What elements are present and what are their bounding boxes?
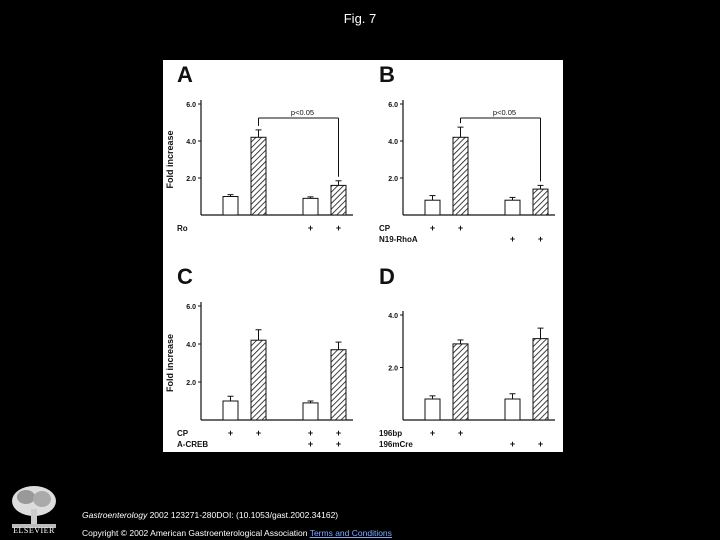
panel-c-ytick-label-1: 4.0 xyxy=(186,342,196,349)
journal-name: Gastroenterology xyxy=(82,510,148,520)
panel-d-ytick-label-0: 4.0 xyxy=(388,313,398,320)
panel-b-row-2-mark-3: + xyxy=(509,234,516,244)
panel-c-row-2-mark-4: + xyxy=(335,439,342,449)
panel-b-bar-4 xyxy=(533,189,548,215)
copyright-text: Copyright © 2002 American Gastroenterological Association xyxy=(82,528,310,538)
panel-c-row-label-2: A-CREB xyxy=(177,440,209,449)
panel-d-row-label-2: 196mCre xyxy=(379,440,413,449)
panel-c-row-1-mark-4: + xyxy=(335,428,342,438)
panel-c-row-1-mark-3: + xyxy=(307,428,314,438)
panel-a-row-1-mark-3: + xyxy=(307,223,314,233)
panel-a-letter: A xyxy=(177,62,193,87)
panel-c-row-1-mark-1: + xyxy=(227,428,234,438)
panel-a-ytick-label-0: 6.0 xyxy=(186,102,196,109)
panel-a-bar-3 xyxy=(303,198,318,215)
panel-a-row-1-mark-4: + xyxy=(335,223,342,233)
panel-c-row-2-mark-3: + xyxy=(307,439,314,449)
panel-d-row-1-mark-2: + xyxy=(457,428,464,438)
panel-b-row-1-mark-2: + xyxy=(457,223,464,233)
citation-details: 2002 123271-280DOI: (10.1053/gast.2002.34162) xyxy=(147,510,339,520)
panel-b-bar-3 xyxy=(505,200,520,215)
panel-d-bar-1 xyxy=(425,399,440,420)
copyright-line xyxy=(82,528,392,538)
panel-d-row-1-mark-1: + xyxy=(429,428,436,438)
panel-d-bar-3 xyxy=(505,399,520,420)
panel-c-bar-3 xyxy=(303,403,318,420)
panel-c-bar-4 xyxy=(331,350,346,420)
panel-d-row-2-mark-3: + xyxy=(509,439,516,449)
elsevier-logo-text: ELSEVIER xyxy=(13,526,55,535)
panel-c-letter: C xyxy=(177,264,193,289)
panel-a-bar-1 xyxy=(223,197,238,216)
panel-c-ytick-label-2: 2.0 xyxy=(186,380,196,387)
panel-b-bar-2 xyxy=(453,137,468,215)
panel-c-bar-2 xyxy=(251,340,266,420)
panel-d-letter: D xyxy=(379,264,395,289)
panel-c-row-1-mark-2: + xyxy=(255,428,262,438)
panel-a-bar-4 xyxy=(331,185,346,215)
panel-b-row-1-mark-1: + xyxy=(429,223,436,233)
panel-d-ytick-label-1: 2.0 xyxy=(388,365,398,373)
page-title: Fig. 7 xyxy=(343,11,377,26)
panel-a-bar-2 xyxy=(251,137,266,215)
panel-b-pvalue-label: p<0.05 xyxy=(492,108,517,117)
panel-c-ytick-label-0: 6.0 xyxy=(186,304,196,311)
panel-a-pvalue-label: p<0.05 xyxy=(290,108,315,117)
panel-b-row-2-mark-4: + xyxy=(537,234,544,244)
panel-a-ytick-label-1: 4.0 xyxy=(186,139,196,146)
citation-line xyxy=(82,510,338,520)
panel-a-ylabel: Fold increase xyxy=(165,130,175,189)
terms-and-conditions-link[interactable]: Terms and Conditions xyxy=(309,528,392,538)
panel-c-row-label-1: CP xyxy=(177,429,189,438)
panel-d-bar-4 xyxy=(533,339,548,420)
panel-d-row-2-mark-4: + xyxy=(537,439,544,449)
panel-b-row-label-1: CP xyxy=(379,224,391,233)
panel-b-ytick-label-1: 4.0 xyxy=(388,139,398,146)
panel-b-ytick-label-0: 6.0 xyxy=(388,102,398,109)
figure-panel xyxy=(163,60,563,452)
panel-c-bar-1 xyxy=(223,401,238,420)
panel-d-row-label-1: 196bp xyxy=(379,429,403,438)
panel-b-bar-1 xyxy=(425,200,440,215)
panel-b-row-label-2: N19-RhoA xyxy=(379,235,418,244)
panel-b-letter: B xyxy=(379,62,395,87)
figure-svg xyxy=(163,60,563,452)
panel-a-ytick-label-2: 2.0 xyxy=(186,176,196,183)
panel-a-row-label-1: Ro xyxy=(177,224,188,233)
panel-b-ytick-label-2: 2.0 xyxy=(388,176,398,183)
panel-d-bar-2 xyxy=(453,344,468,420)
panel-c-ylabel: Fold increase xyxy=(165,333,175,393)
